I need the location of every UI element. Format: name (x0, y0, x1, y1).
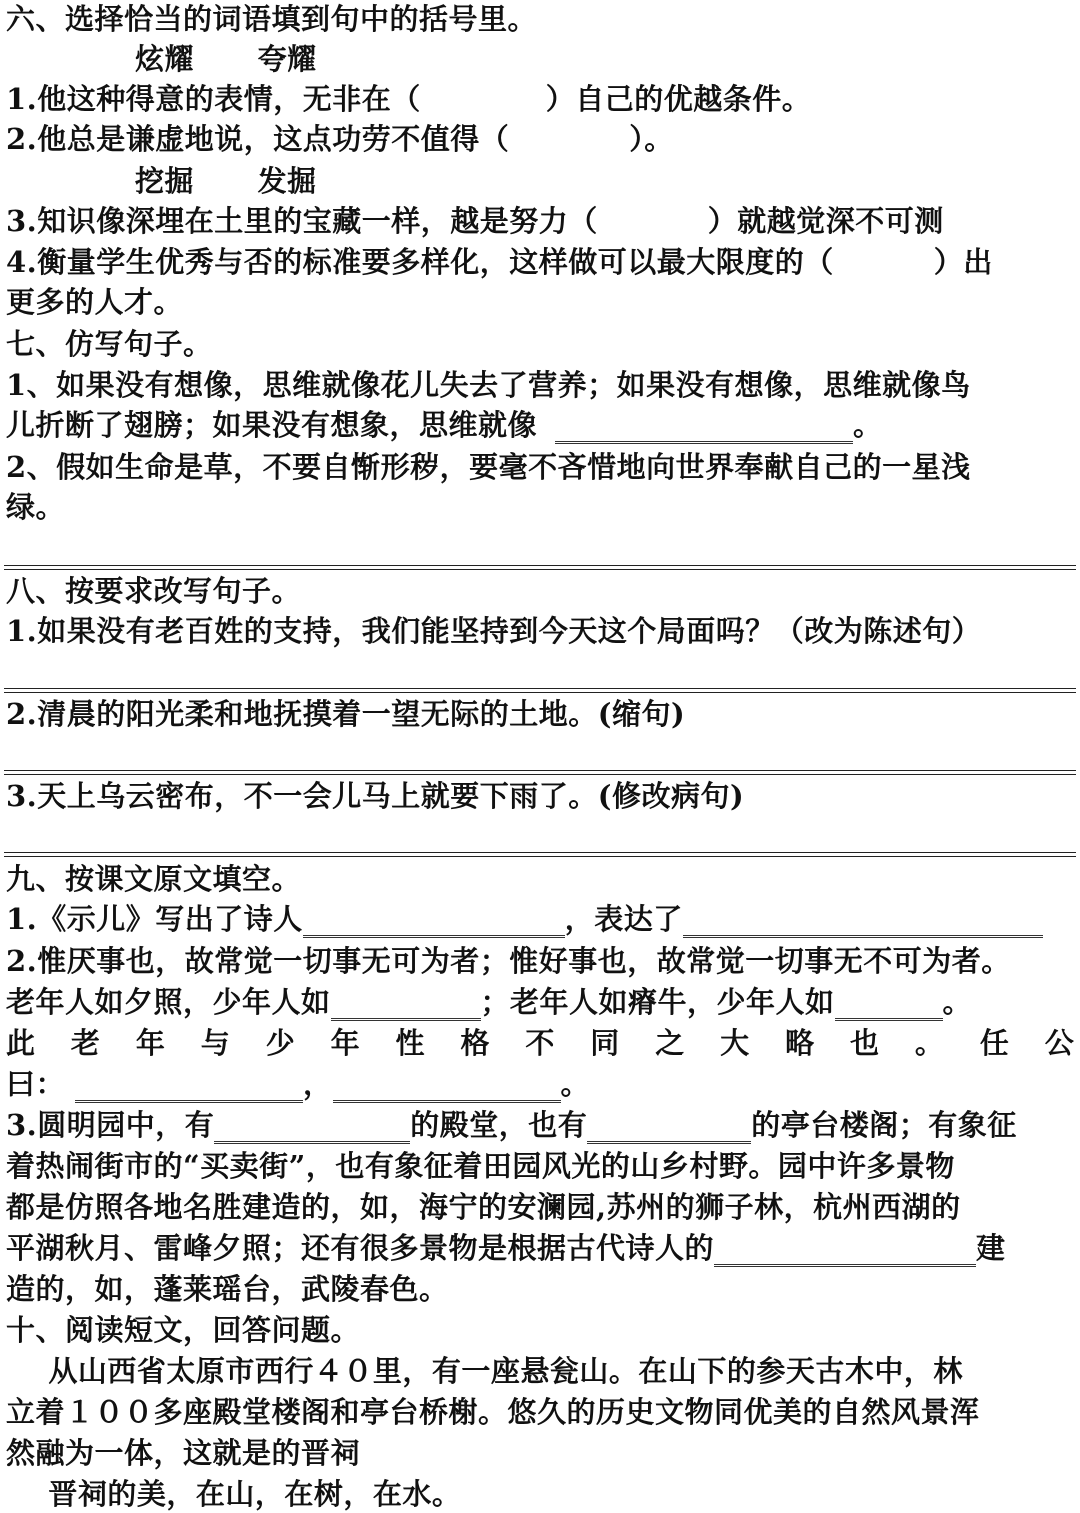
answer-blank[interactable] (331, 988, 481, 1021)
answer-blank[interactable] (835, 988, 943, 1021)
s9-question-3-line4: 平湖秋月、雷峰夕照；还有很多景物是根据古代诗人的 建 (6, 1231, 1006, 1265)
section-9-title: 九、按课文原文填空。 (6, 862, 302, 896)
word-choices-2: 挖掘 发掘 (135, 164, 317, 198)
s9-question-3-line2: 着热闹街市的“买卖街”，也有象征着田园风光的山乡村野。园中许多景物 (6, 1149, 955, 1183)
s8-question-2: 2.清晨的阳光柔和地抚摸着一望无际的土地。(缩句) (6, 697, 686, 731)
answer-blank[interactable] (555, 411, 853, 444)
answer-line[interactable] (4, 688, 1076, 693)
s9-question-1: 1.《示儿》写出了诗人 ，表达了 (6, 900, 1043, 938)
s9-question-2: 2.惟厌事也，故常觉一切事无可为者；惟好事也，故常觉一切事无不可为者。 (6, 944, 1011, 978)
answer-blank[interactable] (214, 1111, 410, 1144)
s9-question-2-cont: 老年人如夕照，少年人如 ；老年人如瘠牛，少年人如 。 (6, 985, 973, 1019)
s9-question-3-line3: 都是仿照各地名胜建造的，如，海宁的安澜园,苏州的狮子林，杭州西湖的 (6, 1190, 961, 1224)
answer-line[interactable] (4, 565, 1076, 570)
s9-question-2-end: 曰： ， 。 (6, 1067, 591, 1101)
s8-question-1: 1.如果没有老百姓的支持，我们能坚持到今天这个局面吗？（改为陈述句） (6, 614, 982, 648)
passage-line-4: 晋祠的美，在山，在树，在水。 (6, 1477, 462, 1511)
section-8-title: 八、按要求改写句子。 (6, 574, 302, 608)
passage-line-1: 从山西省太原市西行４０里，有一座悬瓮山。在山下的参天古木中，林 (6, 1354, 963, 1388)
answer-line[interactable] (4, 770, 1076, 775)
word-choices-1: 炫耀 夸耀 (135, 42, 317, 76)
s9-question-3-line5: 造的，如，蓬莱瑶台，武陵春色。 (6, 1272, 449, 1306)
answer-blank[interactable] (683, 905, 1043, 938)
passage-line-2: 立着１００多座殿堂楼阁和亭台桥榭。悠久的历史文物同优美的自然风景浑 (6, 1395, 980, 1429)
section-7-title: 七、仿写句子。 (6, 327, 213, 361)
answer-blank[interactable] (75, 1070, 303, 1103)
s9-question-3: 3.圆明园中，有 的殿堂，也有 的亭台楼阁；有象征 (6, 1108, 1017, 1142)
s8-question-3: 3.天上乌云密布，不一会儿马上就要下雨了。(修改病句) (6, 779, 745, 813)
s6-question-4-cont: 更多的人才。 (6, 285, 184, 319)
s6-question-1: 1.他这种得意的表情，无非在（ ）自己的优越条件。 (6, 82, 812, 116)
section-10-title: 十、阅读短文，回答问题。 (6, 1313, 361, 1347)
s6-question-4: 4.衡量学生优秀与否的标准要多样化，这样做可以最大限度的（ ）出 (6, 245, 993, 279)
s7-question-1: 1、如果没有想像，思维就像花儿失去了营养；如果没有想像，思维就像鸟 (6, 368, 971, 402)
answer-blank[interactable] (303, 905, 565, 938)
s6-question-3: 3.知识像深埋在土里的宝藏一样，越是努力（ ）就越觉深不可测 (6, 204, 944, 238)
s7-question-1-cont: 儿折断了翅膀；如果没有想象，思维就像 。 (6, 408, 883, 442)
s7-question-2: 2、假如生命是草，不要自惭形秽，要毫不吝惜地向世界奉献自己的一星浅 (6, 450, 971, 484)
s7-question-2-cont: 绿。 (6, 490, 66, 524)
passage-line-3: 然融为一体，这就是的晋祠 (6, 1436, 361, 1470)
answer-blank[interactable] (714, 1234, 976, 1267)
section-6-title: 六、选择恰当的词语填到句中的括号里。 (6, 2, 538, 36)
s6-question-2: 2.他总是谦虚地说，这点功劳不值得（ ）。 (6, 122, 674, 156)
answer-line[interactable] (4, 852, 1076, 857)
answer-blank[interactable] (333, 1070, 561, 1103)
s9-question-2-spread: 此 老 年 与 少 年 性 格 不 同 之 大 略 也 。 任 公 (6, 1026, 1074, 1060)
answer-blank[interactable] (587, 1111, 751, 1144)
